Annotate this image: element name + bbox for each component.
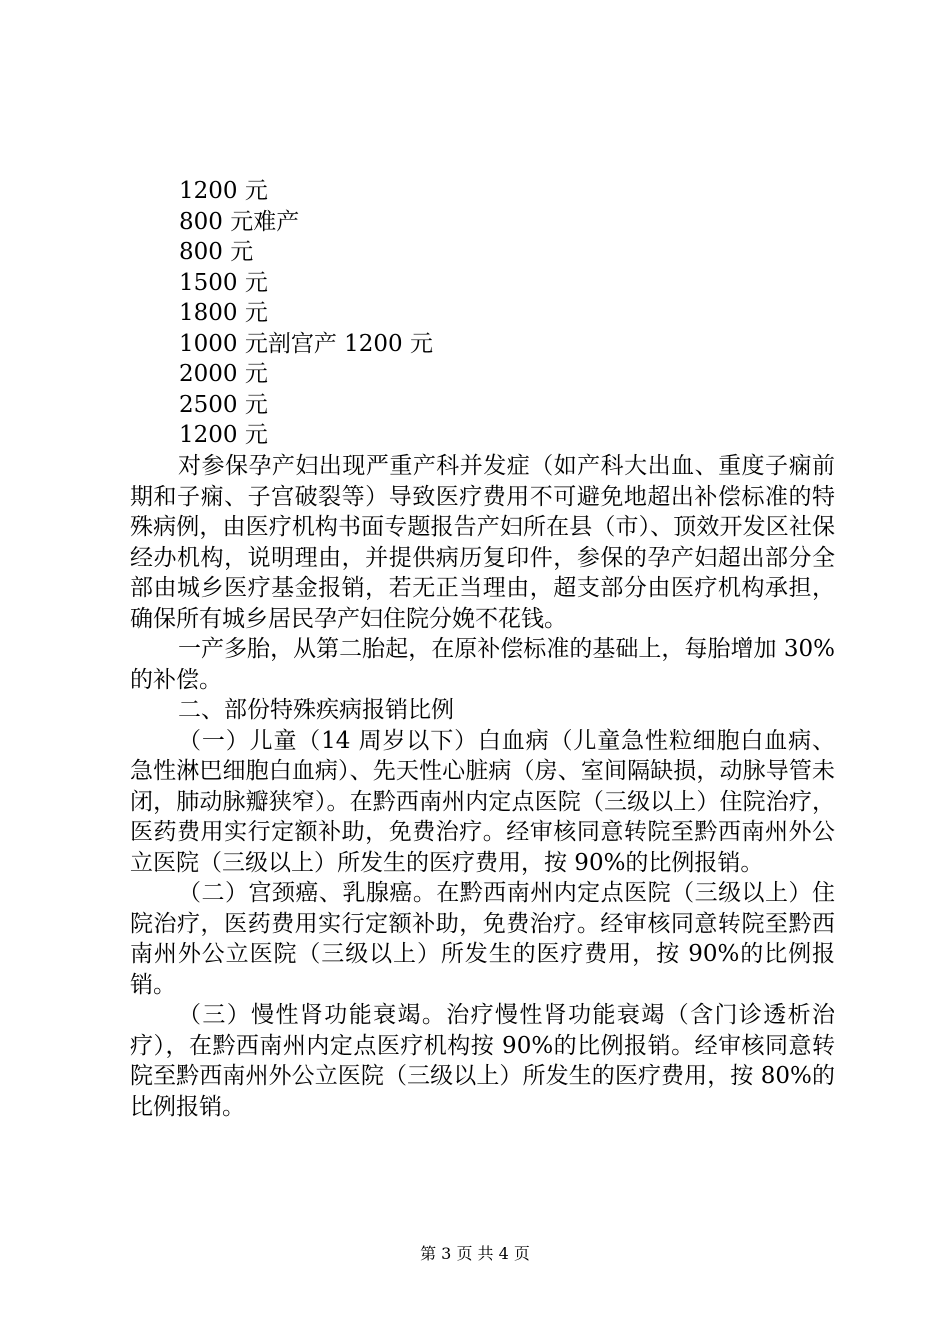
- amount-item: 1000 元剖宫产 1200 元: [179, 330, 433, 357]
- paragraph-multiple-births: 一产多胎，从第二胎起，在原补偿标准的基础上，每胎增加 30%的补偿。: [130, 636, 835, 693]
- amount-item: 1200 元: [179, 178, 268, 204]
- amount-item: 2500 元: [179, 391, 268, 418]
- amount-item: 1800 元: [179, 300, 268, 326]
- body-text: [130, 451, 835, 1122]
- amount-item: 1200 元: [179, 422, 268, 448]
- amount-item: 2000 元: [179, 361, 268, 387]
- amount-item: 1500 元: [179, 269, 268, 296]
- paragraph-item-3: （三）慢性肾功能衰竭。治疗慢性肾功能衰竭（含门诊透析治疗），在黔西南州内定点医疗机构按 90%的比例报销。经审核同意转院至黔西南州外公立医院（三级以上）所发生的医疗费用，按 80%的比例报销。: [130, 1002, 835, 1120]
- amount-item: 800 元: [179, 239, 254, 265]
- paragraph-item-2: （二）宫颈癌、乳腺癌。在黔西南州内定点医院（三级以上）住院治疗，医药费用实行定额补助，免费治疗。经审核同意转院至黔西南州外公立医院（三级以上）所发生的医疗费用，按 90%的比例报销。: [130, 880, 835, 998]
- section-heading: 二、部份特殊疾病报销比例: [178, 697, 454, 723]
- paragraph-item-1: （一）儿童（14 周岁以下）白血病（儿童急性粒细胞白血病、急性淋巴细胞白血病）、先天性心脏病（房、室间隔缺损，动脉导管未闭，肺动脉瓣狭窄）。在黔西南州内定点医院（三级以上）住院治疗，医药费用实行定额补助，免费治疗。经审核同意转院至黔西南州外公立医院（三级以上）所发生的医疗费用，按 90%的比例报销。: [130, 727, 835, 876]
- paragraph-special-cases: 对参保孕产妇出现严重产科并发症（如产科大出血、重度子痫前期和子痫、子宫破裂等）导致医疗费用不可避免地超出补偿标准的特殊病例，由医疗机构书面专题报告产妇所在县（市）、顶效开发区社保经办机构，说明理由，并提供病历复印件，参保的孕产妇超出部分全部由城乡医疗基金报销，若无正当理由，超支部分由医疗机构承担，确保所有城乡居民孕产妇住院分娩不花钱。: [130, 453, 835, 632]
- page-footer: 第 3 页 共 4 页: [420, 1244, 530, 1263]
- amount-item: 800 元难产: [179, 208, 300, 235]
- amount-list: [179, 176, 433, 451]
